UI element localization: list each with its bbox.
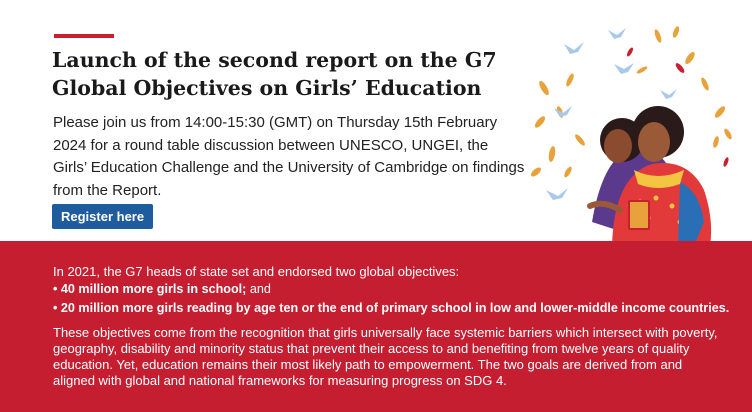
objectives-section bbox=[0, 241, 752, 412]
objective-bold-text: • 40 million more girls in school; bbox=[53, 282, 247, 296]
objective-bold-text: • 20 million more girls reading by age ten or the end of primary school in low and lower-middle income countries. bbox=[53, 301, 730, 315]
title-accent-line bbox=[54, 34, 114, 38]
list-item bbox=[53, 299, 743, 318]
event-description: Please join us from 14:00-15:30 (GMT) on Thursday 15th February 2024 for a round table discussion between UNESCO, UNGEI, the Girls’ Education Challenge and the University of Cambridge on findings from the Report. bbox=[53, 114, 525, 199]
objectives-intro: In 2021, the G7 heads of state set and endorsed two global objectives: bbox=[53, 264, 460, 279]
objectives-body: These objectives come from the recognition that girls universally face systemic barriers which intersect with poverty, geography, disability and minority status that prevent their access to and benefiting from twelve years of quality education. Yet, education remains their most likely path to empowerment. The two goals are derived from and aligned with global and national frameworks for measuring progress on SDG 4. bbox=[53, 325, 718, 388]
girls-illustration bbox=[530, 22, 752, 246]
list-item bbox=[53, 280, 743, 299]
objective-rest-text: and bbox=[246, 282, 271, 296]
register-button[interactable]: Register here bbox=[52, 204, 153, 229]
objectives-list bbox=[53, 280, 743, 318]
page-title: Launch of the second report on the G7 Global Objectives on Girls’ Education bbox=[52, 48, 497, 100]
